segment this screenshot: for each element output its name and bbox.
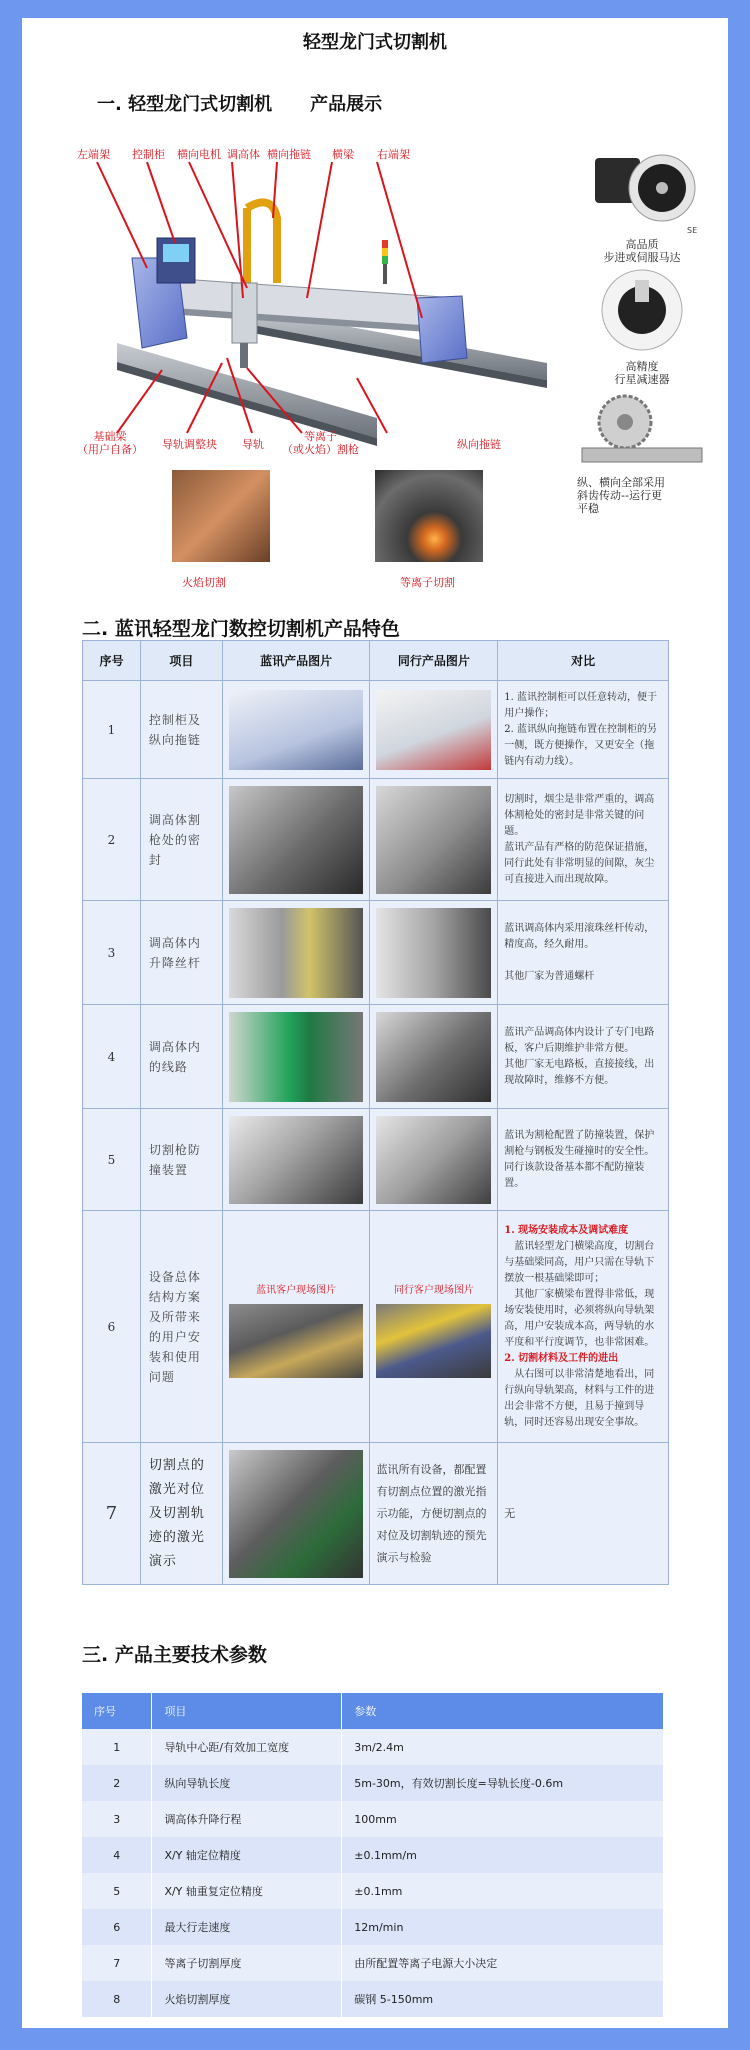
param-num: 4 — [82, 1837, 152, 1873]
param-item: 导轨中心距/有效加工宽度 — [152, 1729, 342, 1765]
label-transverse-motor: 横向电机 — [177, 148, 221, 161]
header-lanxun-image: 蓝讯产品图片 — [222, 641, 370, 681]
row-compare — [370, 1443, 498, 1585]
peer-compare: 无 — [498, 1443, 669, 1585]
row-item: 切割枪防撞装置 — [140, 1109, 222, 1211]
table-row — [83, 1211, 669, 1443]
gear-item — [567, 388, 717, 515]
param-item: 调高体升降行程 — [152, 1801, 342, 1837]
peer-site-label: 同行客户现场图片 — [393, 1285, 474, 1296]
row-item: 调高体内的线路 — [140, 1005, 222, 1109]
reducer-caption — [567, 360, 717, 386]
param-value: 3m/2.4m — [342, 1729, 664, 1765]
reducer-caption-line2: 行星减速器 — [614, 373, 670, 386]
plasma-cutting-photo — [375, 470, 483, 562]
section3-title: 三. 产品主要技术参数 — [82, 1644, 267, 1666]
compare-text: 其他厂家无电路板，直接接线，出现故障时，维修不方便。 — [504, 1058, 655, 1086]
compare-text: 蓝讯所有设备，都配置有切割点位置的激光指示功能，方便切割点的对位及切割轨迹的预先演示与检验 — [376, 1462, 487, 1564]
compare-text: 蓝讯调高体内采用滚珠丝杆传动，精度高，经久耐用。 — [504, 922, 655, 950]
table-row — [82, 1981, 664, 2017]
table-row — [82, 1909, 664, 1945]
page-sheet — [22, 18, 728, 2028]
row-item: 调高体内升降丝杆 — [140, 901, 222, 1005]
param-value: 由所配置等离子电源大小决定 — [342, 1945, 664, 1981]
gear-caption-line3: 平稳 — [577, 502, 599, 515]
row-item: 设备总体结构方案及所带来的用户安装和使用问题 — [140, 1211, 222, 1443]
label-left-frame: 左端架 — [77, 148, 110, 161]
param-item: 等离子切割厚度 — [152, 1945, 342, 1981]
table-row — [83, 779, 669, 901]
param-item: X/Y 轴定位精度 — [152, 1837, 342, 1873]
row-num: 6 — [83, 1211, 141, 1443]
compare-text: 蓝讯轻型龙门横梁高度，切割台与基础梁同高，用户只需在导轨下摆放一根基础梁即可； — [504, 1240, 655, 1284]
table-row — [83, 681, 669, 779]
param-item: X/Y 轴重复定位精度 — [152, 1873, 342, 1909]
peer-image — [376, 690, 491, 770]
param-item: 纵向导轨长度 — [152, 1765, 342, 1801]
table-row — [83, 1109, 669, 1211]
row-compare — [498, 779, 669, 901]
params-header-num: 序号 — [82, 1693, 152, 1729]
header-item: 项目 — [140, 641, 222, 681]
reducer-caption-line1: 高精度 — [625, 360, 659, 373]
motor-item — [567, 148, 717, 266]
page-title: 轻型龙门式切割机 — [303, 32, 447, 53]
compare-text: 1. 蓝讯控制柜可以任意转动，便于用户操作； — [504, 691, 657, 719]
param-value: ±0.1mm — [342, 1873, 664, 1909]
params-header-item: 项目 — [152, 1693, 342, 1729]
compare-text: 切割时，烟尘是非常严重的，调高体割枪处的密封是非常关键的问题。 — [504, 793, 655, 837]
motor-brand-mark: SE — [687, 226, 698, 235]
gear-caption-line2: 斜齿传动--运行更 — [577, 489, 662, 502]
lanxun-image — [229, 908, 364, 998]
row-item: 切割点的激光对位及切割轨迹的激光演示 — [140, 1443, 222, 1585]
peer-image — [376, 786, 491, 894]
compare-text: 蓝讯产品有严格的防范保证措施，同行此处有非常明显的间隙，灰尘可直接进入而出现故障。 — [504, 841, 655, 885]
label-base-beam — [77, 430, 143, 456]
param-num: 8 — [82, 1981, 152, 2017]
table-row — [83, 1005, 669, 1109]
compare-text: 同行该款设备基本都不配防撞装置。 — [504, 1161, 645, 1189]
flame-cutting-caption: 火焰切割 — [182, 576, 226, 589]
compare-text: 其他厂家横梁布置得非常低，现场安装使用时，必须将纵向导轨架高，用户安装成本高，两导轨的水平度和平行度调节，也非常困难。 — [504, 1288, 655, 1348]
table-row — [82, 1837, 664, 1873]
lanxun-site-image — [229, 1304, 364, 1378]
param-value: 碳钢 5-150mm — [342, 1981, 664, 2017]
peer-image — [376, 908, 491, 998]
label-rail-adjust: 导轨调整块 — [162, 438, 217, 451]
params-table — [82, 1693, 664, 2017]
compare-text: 蓝讯为割枪配置了防撞装置，保护割枪与钢板发生碰撞时的安全性。 — [504, 1129, 655, 1157]
param-value: 12m/min — [342, 1909, 664, 1945]
param-num: 5 — [82, 1873, 152, 1909]
peer-image — [376, 1012, 491, 1102]
row-num: 2 — [83, 779, 141, 901]
row-item: 控制柜及纵向拖链 — [140, 681, 222, 779]
param-num: 6 — [82, 1909, 152, 1945]
param-item: 最大行走速度 — [152, 1909, 342, 1945]
row-compare — [498, 901, 669, 1005]
param-num: 3 — [82, 1801, 152, 1837]
section1-title-sub: 产品展示 — [310, 94, 383, 115]
row-num: 3 — [83, 901, 141, 1005]
param-num: 2 — [82, 1765, 152, 1801]
flame-cutting-photo — [172, 470, 270, 562]
param-value: 100mm — [342, 1801, 664, 1837]
motor-caption-line1: 高品质 — [625, 238, 659, 251]
header-peer-image: 同行产品图片 — [370, 641, 498, 681]
compare-heading: 2. 切割材料及工件的进出 — [504, 1352, 619, 1364]
reducer-item — [567, 268, 717, 386]
label-transverse-chain: 横向拖链 — [267, 148, 311, 161]
row-item: 调高体割枪处的密封 — [140, 779, 222, 901]
lanxun-image — [229, 690, 364, 770]
row-num: 1 — [83, 681, 141, 779]
row-num: 4 — [83, 1005, 141, 1109]
table-row — [82, 1801, 664, 1837]
param-value: ±0.1mm/m — [342, 1837, 664, 1873]
compare-heading: 1. 现场安装成本及调试难度 — [504, 1224, 629, 1236]
label-control-cabinet: 控制柜 — [132, 148, 165, 161]
lanxun-site-label: 蓝讯客户现场图片 — [256, 1285, 337, 1296]
table-row — [82, 1765, 664, 1801]
table-row — [82, 1729, 664, 1765]
compare-text: 从右图可以非常清楚地看出，同行纵向导轨架高，材料与工件的进出会非常不方便，且易于撞到导轨，同时还容易出现安全事故。 — [504, 1368, 655, 1428]
param-num: 1 — [82, 1729, 152, 1765]
label-right-frame: 右端架 — [377, 148, 410, 161]
compare-spacer — [504, 953, 662, 969]
table-row — [82, 1945, 664, 1981]
label-torch-line1: 等离子 — [304, 430, 337, 443]
label-beam: 横梁 — [332, 148, 354, 161]
params-header — [82, 1693, 664, 1729]
lanxun-image — [229, 1450, 364, 1578]
lanxun-image — [229, 1012, 364, 1102]
plasma-cutting-caption: 等离子切割 — [400, 576, 455, 589]
row-compare — [498, 1211, 669, 1443]
gear-caption — [577, 476, 717, 515]
row-compare — [498, 1109, 669, 1211]
label-long-chain: 纵向拖链 — [457, 438, 501, 451]
feature-table — [82, 640, 669, 1585]
gear-caption-line1: 纵、横向全部采用 — [577, 476, 665, 489]
lanxun-image — [229, 786, 364, 894]
label-torch-line2: （或火焰）割枪 — [282, 443, 359, 456]
table-row — [82, 1873, 664, 1909]
component-column — [567, 148, 717, 515]
servo-motor-icon — [567, 148, 717, 233]
motor-caption — [567, 238, 717, 264]
label-height-controller: 调高体 — [227, 148, 260, 161]
params-header-value: 参数 — [342, 1693, 664, 1729]
machine-illustration — [77, 148, 562, 473]
row-num: 7 — [83, 1443, 141, 1585]
row-compare — [498, 1005, 669, 1109]
section2-title: 二. 蓝讯轻型龙门数控切割机产品特色 — [82, 618, 400, 640]
peer-site-image — [376, 1304, 491, 1378]
param-value: 5m-30m，有效切割长度=导轨长度-0.6m — [342, 1765, 664, 1801]
helical-gear-rack-icon — [567, 388, 717, 473]
header-num: 序号 — [83, 641, 141, 681]
planetary-reducer-icon — [567, 268, 717, 353]
peer-image — [376, 1116, 491, 1204]
machine-diagram — [77, 148, 562, 473]
compare-text: 2. 蓝讯纵向拖链布置在控制柜的另一侧，既方便操作，又更安全（拖链内有动力线）。 — [504, 723, 657, 767]
lanxun-image — [229, 1116, 364, 1204]
row-num: 5 — [83, 1109, 141, 1211]
section1-title — [97, 90, 382, 116]
compare-text: 其他厂家为普通螺杆 — [504, 970, 595, 982]
compare-text: 蓝讯产品调高体内设计了专门电路板，客户后期维护非常方便。 — [504, 1026, 655, 1054]
label-torch — [282, 430, 359, 456]
param-num: 7 — [82, 1945, 152, 1981]
row-compare — [498, 681, 669, 779]
param-item: 火焰切割厚度 — [152, 1981, 342, 2017]
label-rail: 导轨 — [242, 438, 264, 451]
feature-table-header — [83, 641, 669, 681]
label-base-beam-line2: （用户自备） — [77, 443, 143, 456]
section1-title-main: 一. 轻型龙门式切割机 — [97, 94, 273, 115]
motor-caption-line2: 步进或伺服马达 — [603, 251, 681, 264]
table-row — [83, 901, 669, 1005]
label-base-beam-line1: 基础梁 — [93, 430, 127, 443]
table-row — [83, 1443, 669, 1585]
header-compare: 对比 — [498, 641, 669, 681]
